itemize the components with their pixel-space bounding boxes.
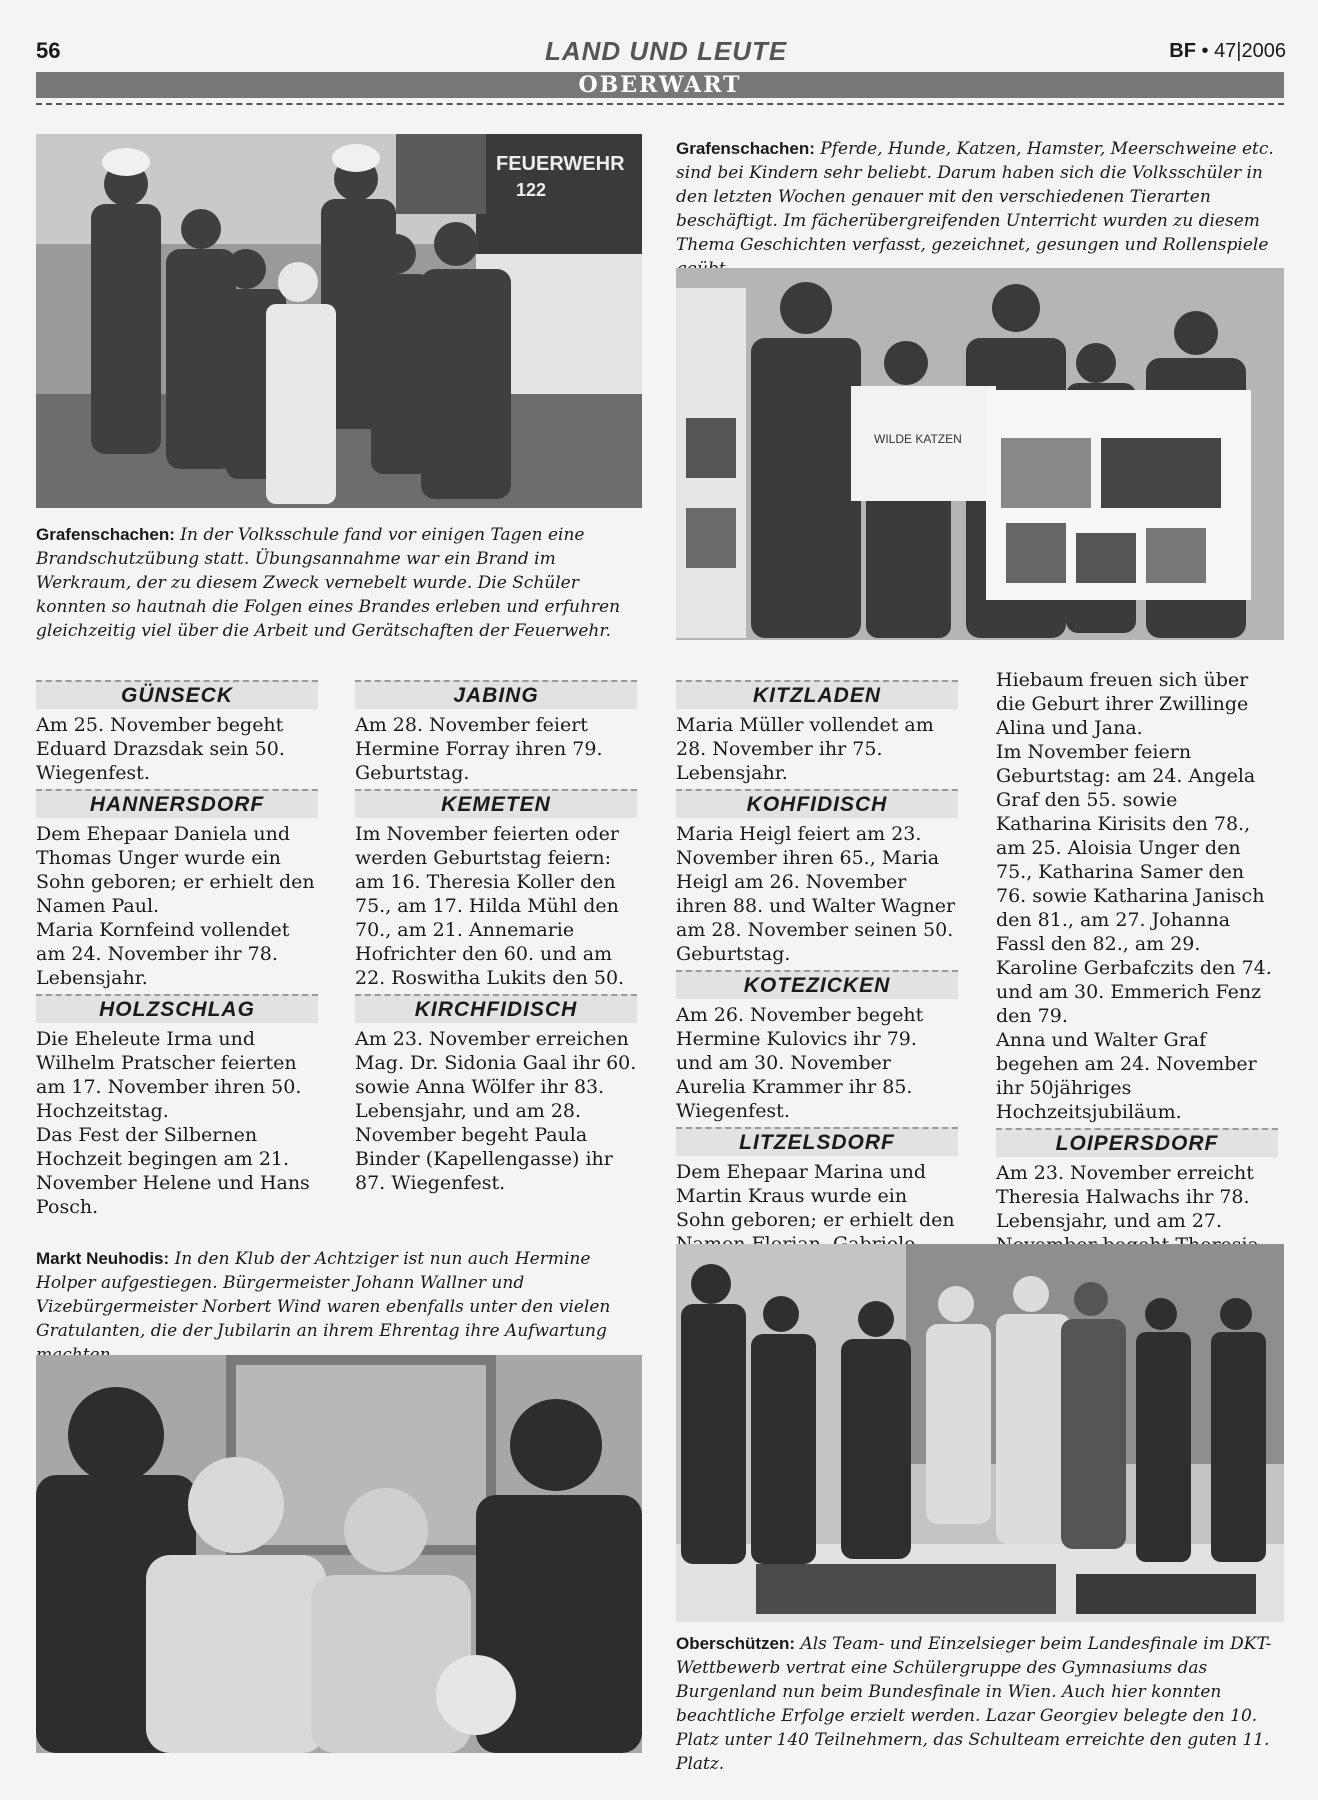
- news-item-text: Im November feierten oder werden Geburtstag feiern: am 16. Theresia Koller den 75., am 17. Hilda Mühl den 70., am 21. Annemarie Hofrichter den 60. und am 22. Roswitha Lukits den 50.: [355, 823, 625, 989]
- caption-place: Markt Neuhodis:: [36, 1249, 170, 1268]
- news-item-text: Im November feiern Geburtstag: am 24. Angela Graf den 55. sowie Katharina Kirisits den 78., am 25. Aloisia Unger den 75., Katharina Samer den 76. sowie Katharina Janisch den 81., am 27. Johanna Fassl den 82., am 29. Karoline Gerbafczits den 74. und am 30. Emmerich Fenz den 79.: [996, 741, 1272, 1027]
- place-heading: HOLZSCHLAG: [36, 994, 318, 1023]
- news-item-text: Dem Ehepaar Marina und Martin Kraus wurde ein Sohn geboren; er erhielt den: [676, 1161, 955, 1231]
- place-heading: LITZELSDORF: [676, 1127, 958, 1156]
- news-item-text: Am 23. November erreichen Mag. Dr. Sidonia Gaal ihr 60. sowie Anna Wölfer ihr 83. Lebensjahr, und am 28. November begeht Paula Binder (Kapellengasse) ihr 87. Wiegenfest.: [355, 1028, 637, 1194]
- news-item-text: Maria Müller vollendet am 28. November ihr 75. Lebensjahr.: [676, 714, 934, 784]
- news-item-text: Anna und Walter Graf begehen am 24. November ihr 50jähriges Hochzeitsjubiläum.: [996, 1029, 1257, 1123]
- place-heading: LOIPERSDORF: [996, 1128, 1278, 1157]
- masthead-brand: BF: [1169, 40, 1196, 62]
- photo-birthday: [36, 1355, 642, 1753]
- masthead-issue: 47|2006: [1214, 40, 1286, 62]
- column-1: [36, 680, 318, 1219]
- caption-animals: [676, 137, 1284, 281]
- page-number: 56: [36, 38, 61, 63]
- news-item-text: Am 26. November begeht Hermine Kulovics ihr 79. und am 30. November Aurelia Krammer ihr 85. Wiegenfest.: [676, 1004, 924, 1122]
- masthead: BF • 47|2006: [1169, 40, 1286, 62]
- caption-text: In den Klub der Achtziger ist nun auch Hermine Holper aufgestiegen. Bürgermeister Johann Wallner und Vizebürgermeister Norbert Wind waren ebenfalls unter den vielen Gratulanten, die der Jubilarin an ihrem Ehrentag ihre Aufwartung: [36, 1249, 611, 1341]
- header-divider: [36, 103, 1284, 105]
- caption-place: Oberschützen:: [676, 1634, 796, 1653]
- news-item-text: Dem Ehepaar Daniela und Thomas Unger wurde ein Sohn geboren; er erhielt den Namen Paul.: [36, 823, 315, 917]
- column-3: [676, 680, 958, 1280]
- place-heading: KOHFIDISCH: [676, 789, 958, 818]
- caption-neuhodis: [36, 1247, 642, 1367]
- place-heading: KIRCHFIDISCH: [355, 994, 637, 1023]
- news-item-text: Das Fest der Silbernen Hochzeit begingen am 21. November Helene und Hans Posch.: [36, 1124, 310, 1218]
- column-2: [355, 680, 637, 1195]
- news-item-text: Maria Kornfeind vollendet am 24. November ihr 78. Lebensjahr.: [36, 919, 290, 989]
- section-title: LAND UND LEUTE: [545, 36, 788, 66]
- photo-fire-drill: [36, 134, 642, 508]
- caption-text: In der Volksschule fand vor einigen Tagen eine Brandschutzübung statt. Übungsannahme war ein Brand im Werkraum, der zu diesem Zweck vernebelt wurde. Die Schüler konnten so hautnah die Folgen eines Brandes erleben und erfuhren gleichzeitig viel über die Arbeit und Gerätschaften der Feuerwehr.: [36, 525, 621, 641]
- caption-text: Pferde, Hunde, Katzen, Hamster, Meerschweine etc. sind bei Kindern sehr beliebt. Darum haben sich die Volksschüler in den letzten Wochen genauer mit den verschiedenen Tierarten beschäftigt. Im fächerübergreifenden Unterricht wurden zu diesem Thema Geschichten verfasst, gezeichnet, gesungen und Rollenspiele: [676, 139, 1274, 255]
- column-4: [996, 668, 1278, 1281]
- news-item-text: Maria Heigl feiert am 23. November ihren 65., Maria Heigl am 26. November ihren 88. und Walter Wagner am 28. November seinen 50. Geburtstag.: [676, 823, 956, 965]
- news-item-text: Am 23. November erreicht Theresia Halwachs ihr 78. Lebensjahr, und am 27.: [996, 1162, 1254, 1232]
- poster-label: WILDE KATZEN: [874, 432, 962, 446]
- news-item-text: Am 25. November begeht Eduard Drazsdak sein 50. Wiegenfest.: [36, 714, 285, 784]
- place-heading: KOTEZICKEN: [676, 970, 958, 999]
- caption-fire-drill: [36, 523, 642, 643]
- place-heading: HANNERSDORF: [36, 789, 318, 818]
- place-heading: KITZLADEN: [676, 680, 958, 709]
- photo-animal-project: [676, 268, 1284, 640]
- place-heading: JABING: [355, 680, 637, 709]
- news-item-text: Am 28. November feiert Hermine Forray ihren 79. Geburtstag.: [355, 714, 603, 784]
- news-item-text: Die Eheleute Irma und Wilhelm Pratscher feierten am 17. November ihren 50. Hochzeitstag.: [36, 1028, 302, 1122]
- caption-text: Als Team- und Einzelsieger beim Landesfinale im DKT-Wettbewerb vertrat eine Schülergruppe des Gymnasiums das Burgenland nun beim Bundesfinale in Wien. Auch hier konnten beachtliche Erfolge erzielt werden. Lazar Georgiev belegte den 10. Platz unter 140 Teilnehmern, das Schulteam erreichte den guten 11. Platz.: [676, 1634, 1272, 1774]
- place-heading: KEMETEN: [355, 789, 637, 818]
- region-banner: OBERWART: [36, 72, 1284, 98]
- truck-number: 122: [516, 180, 547, 200]
- caption-place: Grafenschachen:: [36, 525, 175, 544]
- caption-oberschuetzen: [676, 1632, 1284, 1776]
- truck-label: FEUERWEHR: [496, 153, 625, 175]
- news-item-text: Hiebaum freuen sich über die Geburt ihrer Zwillinge Alina und Jana.: [996, 669, 1249, 739]
- caption-place: Grafenschachen:: [676, 139, 815, 158]
- photo-dkt-team: [676, 1244, 1284, 1622]
- place-heading: GÜNSECK: [36, 680, 318, 709]
